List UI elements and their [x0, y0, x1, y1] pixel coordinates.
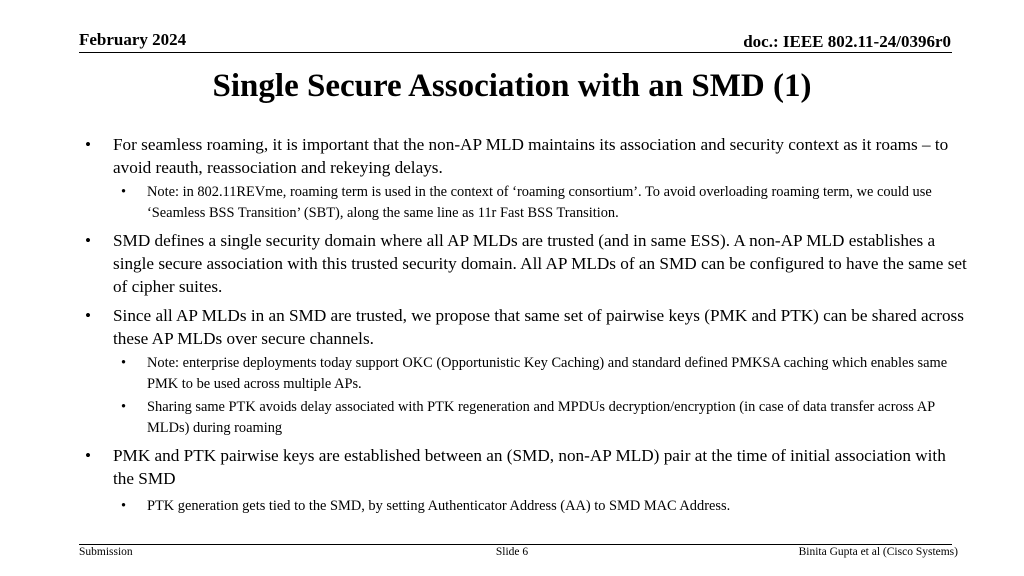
- sub-bullet-text: Note: in 802.11REVme, roaming term is used in the context of ‘roaming consortium’. To avoid overloading roaming term, we could use ‘Seamless BSS Transition’ (SBT), along the same line as 11r Fast BSS Transition.: [147, 184, 932, 221]
- sub-bullet-glyph: •: [121, 498, 127, 514]
- bullet-4: [79, 444, 968, 490]
- bullet-1: [79, 133, 968, 179]
- bullet-glyph: •: [85, 446, 92, 465]
- slide-title: Single Secure Association with an SMD (1): [212, 68, 812, 104]
- slide-body: [79, 133, 968, 520]
- bullet-3: [79, 304, 968, 350]
- bullet-text: Since all AP MLDs in an SMD are trusted, we propose that same set of pairwise keys (PMK and PTK) can be shared across these AP MLDs over secure channels.: [113, 306, 964, 348]
- sub-bullet-3-2: [79, 397, 968, 438]
- footer-slide-number: Slide 6: [495, 546, 529, 558]
- header-divider: [79, 52, 952, 53]
- bullet-glyph: •: [85, 306, 92, 325]
- sub-bullet-4-1: [79, 496, 968, 517]
- sub-bullet-3-1: [79, 353, 968, 394]
- sub-bullet-glyph: •: [121, 399, 127, 415]
- bullet-text: SMD defines a single security domain where all AP MLDs are trusted (and in same ESS). A non-AP MLD establishes a single secure association with this trusted security domain. All AP MLDs of an SMD can be configured to have the same set of cipher suites.: [113, 231, 967, 296]
- bullet-glyph: •: [85, 231, 92, 250]
- sub-bullet-text: PTK generation gets tied to the SMD, by setting Authenticator Address (AA) to SMD MAC Address.: [147, 498, 731, 514]
- bullet-glyph: •: [85, 135, 92, 154]
- footer-divider: [79, 544, 952, 545]
- sub-bullet-glyph: •: [121, 355, 127, 371]
- header-date: February 2024: [79, 30, 187, 49]
- sub-bullet-text: Note: enterprise deployments today support OKC (Opportunistic Key Caching) and standard defined PMKSA caching which enables same PMK to be used across multiple APs.: [147, 355, 948, 392]
- bullet-text: For seamless roaming, it is important that the non-AP MLD maintains its association and security context as it roams – to avoid reauth, reassociation and rekeying delays.: [113, 135, 949, 177]
- sub-bullet-glyph: •: [121, 184, 127, 200]
- sub-bullet-text: Sharing same PTK avoids delay associated with PTK regeneration and MPDUs decryption/encryption (in case of data transfer across AP MLDs) during roaming: [147, 399, 935, 436]
- footer-authors: Binita Gupta et al (Cisco Systems): [798, 546, 958, 558]
- bullet-text: PMK and PTK pairwise keys are established between an (SMD, non-AP MLD) pair at the time of initial association with the SMD: [113, 446, 946, 488]
- footer-submission: Submission: [79, 546, 133, 558]
- header-doc-id: doc.: IEEE 802.11-24/0396r0: [743, 32, 951, 51]
- sub-bullet-1-1: [79, 182, 968, 223]
- bullet-2: [79, 229, 968, 298]
